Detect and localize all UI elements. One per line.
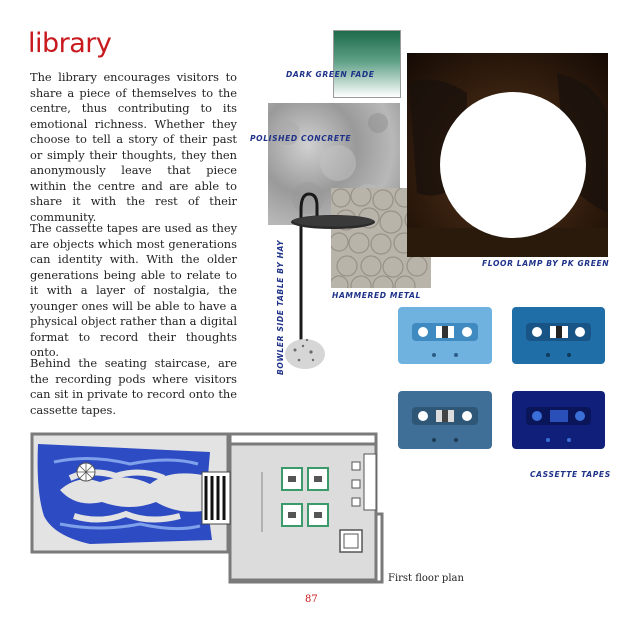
hammered-metal-label: HAMMERED METAL [332, 291, 421, 300]
side-table-label: BOWLER SIDE TABLE BY HAY [276, 239, 285, 375]
side-table-illustration [283, 190, 379, 370]
floor-lamp-photo [407, 53, 608, 257]
polished-concrete-label: POLISHED CONCRETE [250, 134, 352, 143]
floor-lamp-label: FLOOR LAMP BY PK GREEN [482, 259, 610, 268]
pods-paragraph: Behind the seating staircase, are the recording pods where visitors can sit in private to record onto the cassette tapes. [30, 356, 237, 417]
page-number: 87 [305, 594, 318, 605]
cassette-paragraph: The cassette tapes are used as they are objects which most generations can identity with. With the older generations being able to relate to it with a layer of nostalgia, the younger ones will be able to have a physical object rather than a digital format to record their thoughts onto. [30, 221, 237, 359]
cassette-tapes-label: CASSETTE TAPES [530, 470, 611, 479]
cassette-blue [512, 307, 605, 364]
cassette-steel [398, 391, 492, 449]
dark-green-fade-label: DARK GREEN FADE [286, 70, 375, 79]
floor-plan-caption: First floor plan [388, 573, 464, 584]
dark-green-fade-swatch [333, 30, 401, 98]
first-floor-plan [30, 432, 386, 584]
cassette-navy [512, 391, 605, 449]
cassette-light-blue [398, 307, 492, 364]
intro-paragraph: The library encourages visitors to share a piece of themselves to the centre, thus contributing to its emotional richness. Whether they choose to tell a story of their past or simply their thoughts, they then anonymously leave that piece within the centre and are able to share it with the rest of their community. [30, 70, 237, 224]
page-title: library [28, 28, 112, 59]
